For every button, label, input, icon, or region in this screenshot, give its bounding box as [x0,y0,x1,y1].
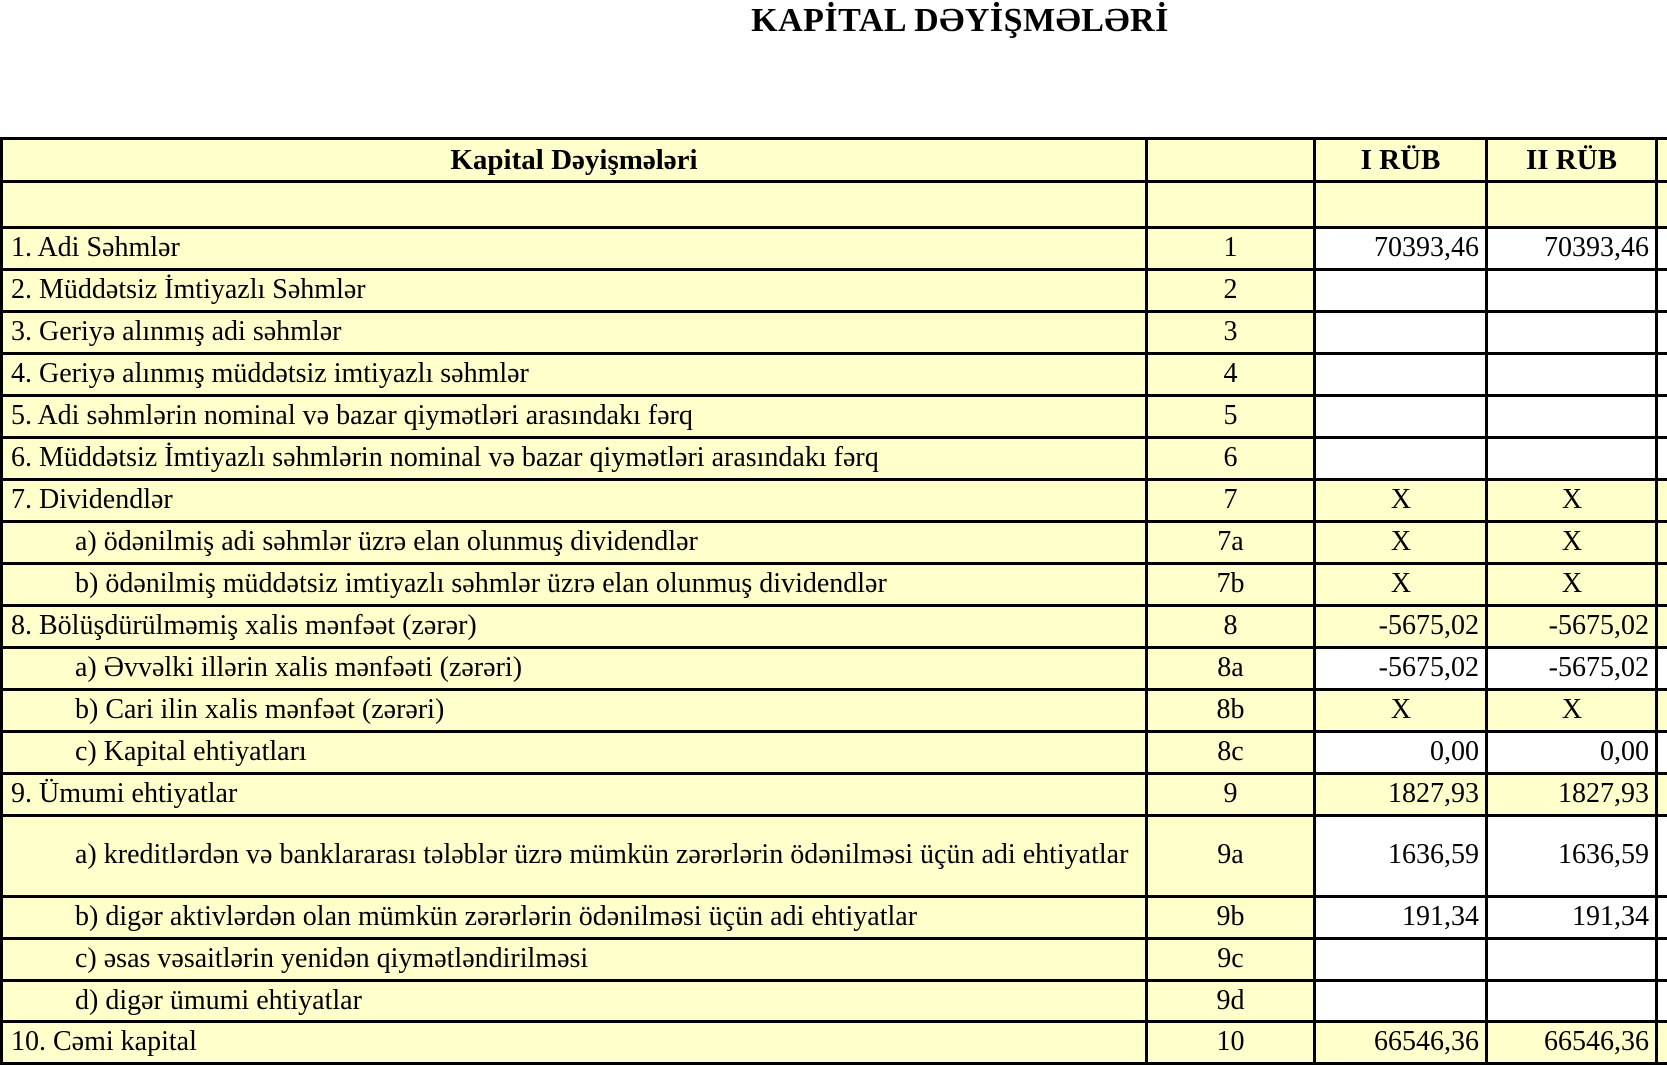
row-value-q2 [1487,354,1657,396]
table-spacer-row [2,182,1667,228]
row-label: b) ödənilmiş müddətsiz imtiyazlı səhmlər üzrə elan olunmuş dividendlər [2,563,1147,605]
row-code: 3 [1147,312,1315,354]
row-cutoff-cell [1657,228,1667,270]
table-row [2,563,1667,605]
table-row [2,312,1667,354]
row-value-q1: 66546,36 [1315,1022,1487,1064]
row-label: a) ödənilmiş adi səhmlər üzrə elan olunmuş dividendlər [2,521,1147,563]
row-code: 8b [1147,689,1315,731]
row-cutoff-cell [1657,773,1667,815]
table-row [2,479,1667,521]
table-header-row [2,139,1667,182]
row-label: 3. Geriyə alınmış adi səhmlər [2,312,1147,354]
row-cutoff-cell [1657,354,1667,396]
table-row [2,647,1667,689]
row-value-q2: X [1487,563,1657,605]
row-cutoff-cell [1657,647,1667,689]
row-code: 10 [1147,1022,1315,1064]
row-value-q2: -5675,02 [1487,605,1657,647]
table-row [2,438,1667,480]
row-value-q1: 0,00 [1315,731,1487,773]
row-code: 5 [1147,396,1315,438]
row-label: 1. Adi Səhmlər [2,228,1147,270]
row-code: 7b [1147,563,1315,605]
row-label: 7. Dividendlər [2,479,1147,521]
table-row [2,270,1667,312]
row-value-q1: -5675,02 [1315,605,1487,647]
row-cutoff-cell [1657,563,1667,605]
row-value-q1: X [1315,521,1487,563]
row-value-q1 [1315,938,1487,980]
column-header-code [1147,139,1315,182]
table-row [2,896,1667,938]
table-body [2,228,1667,1064]
row-value-q2 [1487,312,1657,354]
table-row [2,228,1667,270]
table-row [2,605,1667,647]
row-cutoff-cell [1657,521,1667,563]
column-header-q1: I RÜB [1315,139,1487,182]
row-code: 8 [1147,605,1315,647]
table-row [2,980,1667,1022]
row-cutoff-cell [1657,689,1667,731]
row-value-q1: 70393,46 [1315,228,1487,270]
row-value-q2: 66546,36 [1487,1022,1657,1064]
row-value-q1 [1315,438,1487,480]
table-row [2,521,1667,563]
row-value-q1: 191,34 [1315,896,1487,938]
row-value-q2: X [1487,689,1657,731]
row-value-q1 [1315,312,1487,354]
row-code: 8c [1147,731,1315,773]
row-label: 6. Müddətsiz İmtiyazlı səhmlərin nominal və bazar qiymətləri arasındakı fərq [2,438,1147,480]
table-row [2,731,1667,773]
row-cutoff-cell [1657,980,1667,1022]
row-label: c) Kapital ehtiyatları [2,731,1147,773]
spacer-cell [1487,182,1657,228]
table-row [2,396,1667,438]
row-value-q1: X [1315,563,1487,605]
row-code: 7a [1147,521,1315,563]
row-value-q2: 70393,46 [1487,228,1657,270]
row-value-q1: X [1315,479,1487,521]
column-header-q2: II RÜB [1487,139,1657,182]
row-label: 8. Bölüşdürülməmiş xalis mənfəət (zərər) [2,605,1147,647]
spacer-cell [2,182,1147,228]
row-cutoff-cell [1657,479,1667,521]
row-label: b) Cari ilin xalis mənfəət (zərəri) [2,689,1147,731]
row-code: 4 [1147,354,1315,396]
row-value-q1: 1636,59 [1315,815,1487,896]
column-header-cutoff [1657,139,1667,182]
row-cutoff-cell [1657,1022,1667,1064]
table-row [2,689,1667,731]
page-title: KAPİTAL DƏYİŞMƏLƏRİ [751,2,1169,40]
row-value-q2 [1487,270,1657,312]
row-value-q2: 1636,59 [1487,815,1657,896]
row-code: 9a [1147,815,1315,896]
row-code: 9 [1147,773,1315,815]
row-cutoff-cell [1657,312,1667,354]
row-cutoff-cell [1657,731,1667,773]
row-label: 4. Geriyə alınmış müddətsiz imtiyazlı səhmlər [2,354,1147,396]
row-label: a) Əvvəlki illərin xalis mənfəəti (zərəri) [2,647,1147,689]
row-label: b) digər aktivlərdən olan mümkün zərərlərin ödənilməsi üçün adi ehtiyatlar [2,896,1147,938]
row-code: 1 [1147,228,1315,270]
row-cutoff-cell [1657,815,1667,896]
row-value-q2: -5675,02 [1487,647,1657,689]
row-label: 2. Müddətsiz İmtiyazlı Səhmlər [2,270,1147,312]
row-code: 9b [1147,896,1315,938]
row-value-q1: 1827,93 [1315,773,1487,815]
table-row [2,773,1667,815]
row-value-q1 [1315,354,1487,396]
row-value-q1 [1315,396,1487,438]
row-code: 2 [1147,270,1315,312]
row-cutoff-cell [1657,938,1667,980]
row-label: c) əsas vəsaitlərin yenidən qiymətləndirilməsi [2,938,1147,980]
spacer-cell [1147,182,1315,228]
row-value-q1 [1315,270,1487,312]
row-value-q1 [1315,980,1487,1022]
row-value-q2: 191,34 [1487,896,1657,938]
row-cutoff-cell [1657,438,1667,480]
spacer-cell [1315,182,1487,228]
table-row [2,815,1667,896]
table-row [2,938,1667,980]
spacer-cell [1657,182,1667,228]
row-value-q2 [1487,938,1657,980]
row-value-q2 [1487,438,1657,480]
row-cutoff-cell [1657,396,1667,438]
table-row [2,354,1667,396]
row-value-q1: -5675,02 [1315,647,1487,689]
row-cutoff-cell [1657,270,1667,312]
row-value-q2 [1487,980,1657,1022]
row-code: 9c [1147,938,1315,980]
row-value-q2: X [1487,479,1657,521]
row-label: 5. Adi səhmlərin nominal və bazar qiymətləri arasındakı fərq [2,396,1147,438]
row-label: d) digər ümumi ehtiyatlar [2,980,1147,1022]
capital-changes-table [0,137,1667,1065]
row-value-q2: 1827,93 [1487,773,1657,815]
row-value-q2 [1487,396,1657,438]
row-code: 8a [1147,647,1315,689]
row-code: 7 [1147,479,1315,521]
row-value-q1: X [1315,689,1487,731]
row-code: 6 [1147,438,1315,480]
row-label: 9. Ümumi ehtiyatlar [2,773,1147,815]
table-row [2,1022,1667,1064]
row-label: 10. Cəmi kapital [2,1022,1147,1064]
row-value-q2: 0,00 [1487,731,1657,773]
row-cutoff-cell [1657,896,1667,938]
row-label: a) kreditlərdən və banklararası tələblər üzrə mümkün zərərlərin ödənilməsi üçün adi ehtiyatlar [2,815,1147,896]
row-cutoff-cell [1657,605,1667,647]
column-header-label: Kapital Dəyişmələri [2,139,1147,182]
row-code: 9d [1147,980,1315,1022]
row-value-q2: X [1487,521,1657,563]
